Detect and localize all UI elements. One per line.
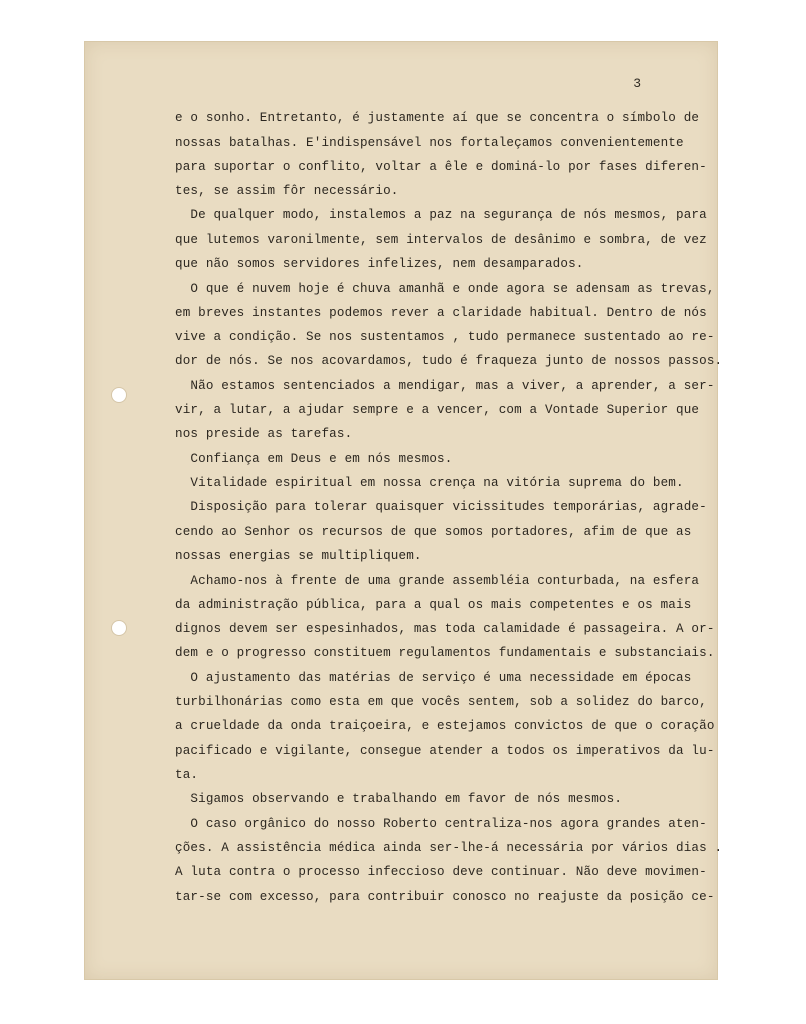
text-line: dem e o progresso constituem regulamentos fundamentais e substanciais. xyxy=(175,646,715,660)
text-line: Confiança em Deus e em nós mesmos. xyxy=(175,452,453,466)
text-line: ções. A assistência médica ainda ser-lhe-á necessária por vários dias . xyxy=(175,841,723,855)
text-line: dor de nós. Se nos acovardamos, tudo é fraqueza junto de nossos passos. xyxy=(175,354,723,368)
text-line: a crueldade da onda traiçoeira, e estejamos convictos de que o coração xyxy=(175,719,715,733)
text-line: O caso orgânico do nosso Roberto centraliza-nos agora grandes aten- xyxy=(175,817,707,831)
text-line: nossas energias se multipliquem. xyxy=(175,549,422,563)
text-line: e o sonho. Entretanto, é justamente aí que se concentra o símbolo de xyxy=(175,111,700,125)
text-line: dignos devem ser espesinhados, mas toda calamidade é passageira. A or- xyxy=(175,622,715,636)
text-line: tes, se assim fôr necessário. xyxy=(175,184,399,198)
text-line: De qualquer modo, instalemos a paz na segurança de nós mesmos, para xyxy=(175,208,707,222)
text-line: turbilhonárias como esta em que vocês sentem, sob a solidez do barco, xyxy=(175,695,707,709)
text-line: nossas batalhas. E'indispensável nos fortaleçamos convenientemente xyxy=(175,136,684,150)
text-line: pacificado e vigilante, consegue atender a todos os imperativos da lu- xyxy=(175,744,715,758)
text-line: A luta contra o processo infeccioso deve continuar. Não deve movimen- xyxy=(175,865,707,879)
text-line: da administração pública, para a qual os mais competentes e os mais xyxy=(175,598,692,612)
text-line: Não estamos sentenciados a mendigar, mas a viver, a aprender, a ser- xyxy=(175,379,715,393)
page-number: 3 xyxy=(633,76,641,91)
punch-hole-top xyxy=(111,387,127,403)
text-line: vir, a lutar, a ajudar sempre e a vencer, com a Vontade Superior que xyxy=(175,403,700,417)
text-line: para suportar o conflito, voltar a êle e dominá-lo por fases diferen- xyxy=(175,160,707,174)
text-line: cendo ao Senhor os recursos de que somos portadores, afim de que as xyxy=(175,525,692,539)
text-line: Sigamos observando e trabalhando em favor de nós mesmos. xyxy=(175,792,623,806)
text-line: que não somos servidores infelizes, nem desamparados. xyxy=(175,257,584,271)
typewritten-page xyxy=(84,41,723,980)
text-line: Disposição para tolerar quaisquer vicissitudes temporárias, agrade- xyxy=(175,500,707,514)
text-line: O ajustamento das matérias de serviço é uma necessidade em épocas xyxy=(175,671,692,685)
text-line: nos preside as tarefas. xyxy=(175,427,353,441)
text-line: que lutemos varonilmente, sem intervalos de desânimo e sombra, de vez xyxy=(175,233,707,247)
text-line: O que é nuvem hoje é chuva amanhã e onde agora se adensam as trevas, xyxy=(175,282,715,296)
text-line: Achamo-nos à frente de uma grande assembléia conturbada, na esfera xyxy=(175,574,700,588)
text-line: em breves instantes podemos rever a claridade habitual. Dentro de nós xyxy=(175,306,707,320)
text-line: Vitalidade espiritual em nossa crença na vitória suprema do bem. xyxy=(175,476,684,490)
text-line: vive a condição. Se nos sustentamos , tudo permanece sustentado ao re- xyxy=(175,330,715,344)
text-line: tar-se com excesso, para contribuir conosco no reajuste da posição ce- xyxy=(175,890,715,904)
punch-hole-bottom xyxy=(111,620,127,636)
text-line: ta. xyxy=(175,768,199,782)
